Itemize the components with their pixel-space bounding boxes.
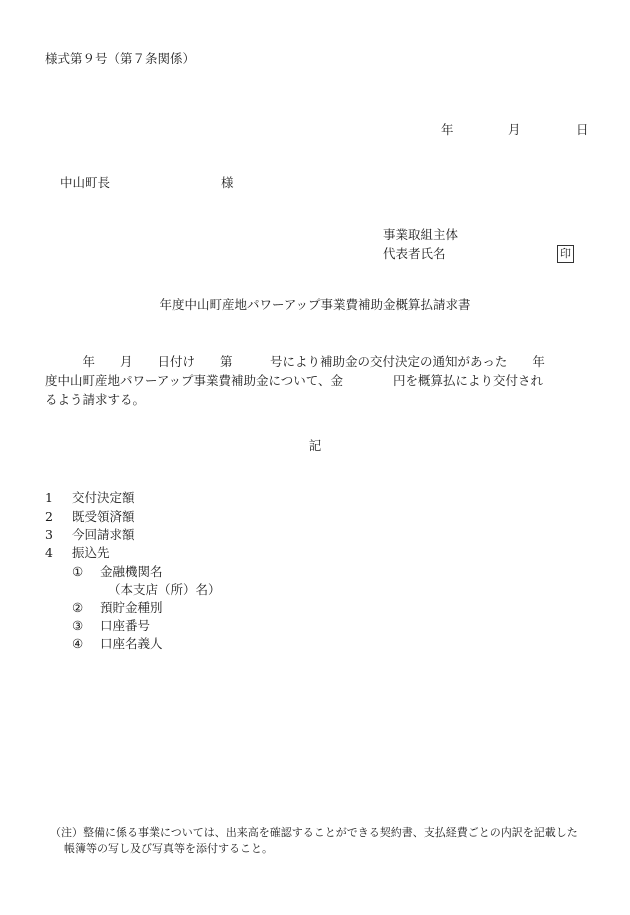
- request-line-3: るよう請求する。: [45, 392, 146, 407]
- footnote: [50, 825, 595, 857]
- item-grant-decision-amount: [45, 492, 135, 505]
- subitem-mark: ①: [72, 564, 84, 579]
- addressee-name: 中山町長: [60, 175, 111, 190]
- subitem-label: 口座番号: [100, 618, 151, 633]
- subitem-label: 口座名義人: [100, 636, 163, 651]
- item-label: 振込先: [72, 545, 110, 560]
- subitem-mark: ④: [72, 636, 84, 651]
- item-number: 1: [45, 490, 53, 505]
- form-number: 様式第９号（第７条関係）: [45, 51, 196, 66]
- subitem-account-holder: [72, 638, 163, 651]
- item-transfer-destination: [45, 547, 110, 560]
- date-day-label: 日: [576, 122, 589, 137]
- request-paragraph: [45, 352, 593, 409]
- subitem-branch-note: （本支店（所）名）: [108, 582, 221, 597]
- footnote-line-2: 帳簿等の写し及び写真等を添付すること。: [64, 842, 273, 855]
- addressee-honorific: 様: [221, 175, 234, 190]
- item-current-request-amount: [45, 529, 135, 542]
- date-year-label: 年: [441, 122, 454, 137]
- request-line-2: 度中山町産地パワーアップ事業費補助金について、金 円を概算払により交付され: [45, 373, 544, 388]
- subitem-mark: ②: [72, 600, 84, 615]
- applicant-entity-label: 事業取組主体: [383, 227, 459, 242]
- subitem-bank-name: [72, 566, 163, 579]
- document-title: 年度中山町産地パワーアップ事業費補助金概算払請求書: [159, 297, 471, 312]
- applicant-representative-label: 代表者氏名: [383, 246, 446, 261]
- item-label: 今回請求額: [72, 527, 135, 542]
- ki-heading: 記: [308, 438, 322, 453]
- request-line-1: 年 月 日付け 第 号により補助金の交付決定の通知があった 年: [45, 354, 545, 369]
- date-month-label: 月: [508, 122, 521, 137]
- item-number: 2: [45, 509, 53, 524]
- item-number: 4: [45, 545, 53, 560]
- subitem-mark: ③: [72, 618, 84, 633]
- subitem-label: 預貯金種別: [100, 600, 163, 615]
- footnote-line-1: （注）整備に係る事業については、出来高を確認することができる契約書、支払経費ごとの内訳を記載した: [50, 826, 578, 839]
- subitem-label: 金融機関名: [100, 564, 163, 579]
- item-label: 既受領済額: [72, 509, 135, 524]
- item-already-received-amount: [45, 511, 135, 524]
- seal-mark: 印: [557, 245, 574, 263]
- subitem-deposit-type: [72, 602, 163, 615]
- item-number: 3: [45, 527, 53, 542]
- item-label: 交付決定額: [72, 490, 135, 505]
- subitem-account-number: [72, 620, 150, 633]
